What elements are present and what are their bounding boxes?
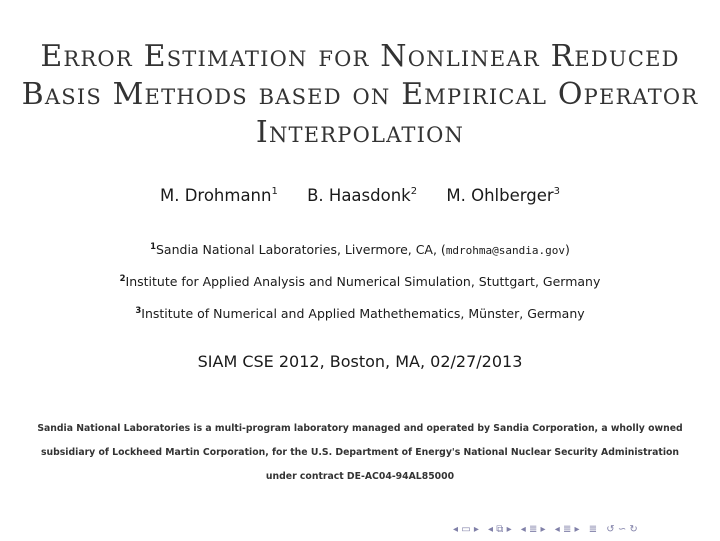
disclaimer-line-3: under contract DE-AC04-94AL85000	[265, 471, 455, 482]
author-list	[0, 186, 720, 205]
presentation-title	[0, 38, 720, 152]
nav-subsection2-icon[interactable]: ◂ ≣ ▸	[554, 524, 580, 535]
nav-frame-icon[interactable]: ◂ ▭ ▸	[453, 524, 479, 535]
email-address: mdrohma@sandia.gov	[445, 244, 566, 257]
title-line-2: Basis Methods based on Empirical Operator	[21, 77, 699, 112]
author-2: B. Haasdonk$^2$	[307, 186, 418, 205]
author-1: M. Drohmann$^1$	[159, 186, 278, 205]
nav-align-icon[interactable]: ≣	[588, 524, 598, 535]
author-3: M. Ohlberger$^3$	[446, 186, 561, 205]
affiliation-1: $^1$Sandia National Laboratories, Livermore, CA, (mdrohma@sandia.gov)	[150, 242, 570, 257]
nav-search-icon[interactable]: ↺ ∽ ↻	[606, 524, 638, 535]
disclaimer-line-1: Sandia National Laboratories is a multi-program laboratory managed and operated by Sandia Corporation, a wholly owned	[37, 423, 683, 434]
affiliation-2: $^2$Institute for Applied Analysis and Numerical Simulation, Stuttgart, Germany	[119, 274, 601, 289]
nav-subsection-icon[interactable]: ◂ ⧉ ▸	[488, 524, 512, 535]
conference-info: SIAM CSE 2012, Boston, MA, 02/27/2013	[197, 352, 523, 371]
beamer-navigation	[450, 524, 641, 535]
disclaimer-line-2: subsidiary of Lockheed Martin Corporation, for the U.S. Department of Energy's National Nuclear Security Administration	[40, 447, 680, 458]
title-line-3: Interpolation	[255, 115, 465, 150]
nav-section-icon[interactable]: ◂ ≣ ▸	[520, 524, 546, 535]
title-line-1: Error Estimation for Nonlinear Reduced	[40, 39, 680, 74]
affiliation-3: $^3$Institute of Numerical and Applied Mathethematics, Münster, Germany	[135, 306, 585, 321]
